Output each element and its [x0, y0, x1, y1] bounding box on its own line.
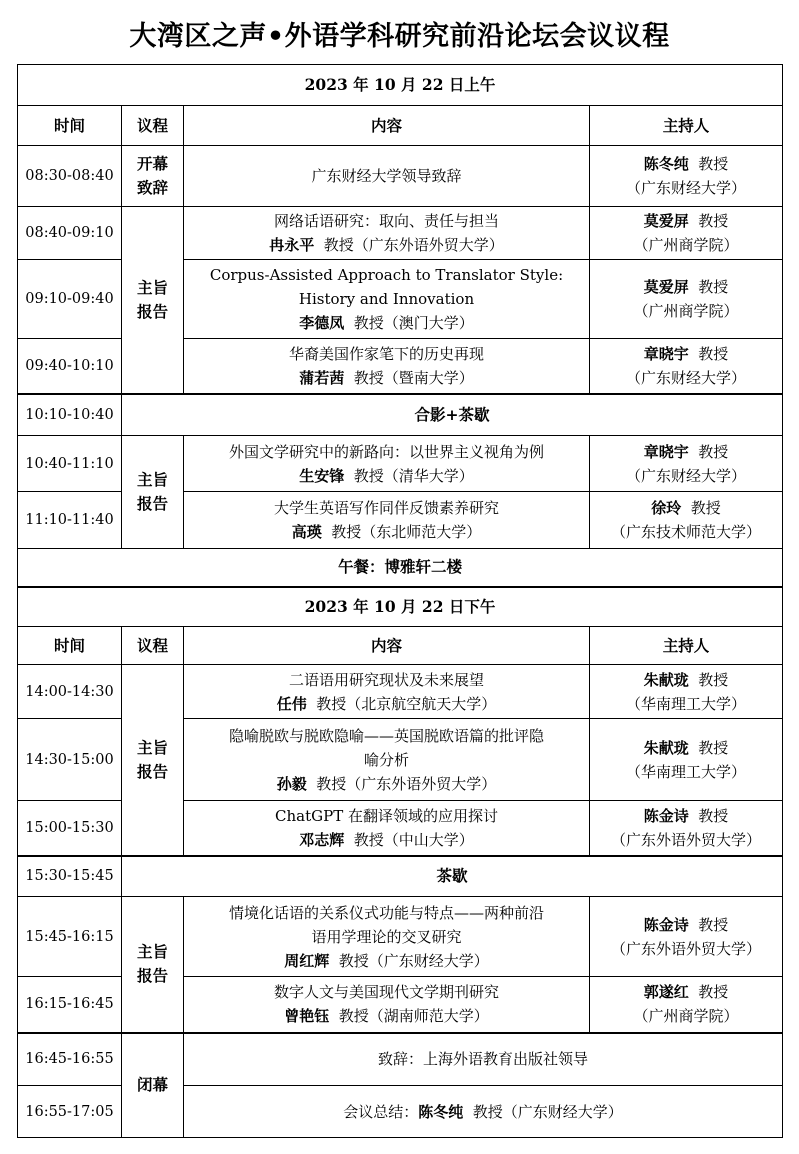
table-row [18, 549, 783, 587]
time-cell: 09:40-10:10 [18, 339, 122, 394]
column-header-time: 时间 [18, 106, 122, 146]
time-cell: 15:00-15:30 [18, 801, 122, 856]
content-cell: 数字人文与美国现代文学期刊研究 曾艳钰 教授（湖南师范大学） [184, 977, 590, 1033]
host-cell: 郭遂红 教授 （广州商学院） [590, 977, 783, 1033]
time-cell: 08:40-09:10 [18, 207, 122, 260]
time-cell: 10:10-10:40 [18, 394, 122, 436]
content-cell: ChatGPT 在翻译领域的应用探讨 邓志辉 教授（中山大学） [184, 801, 590, 856]
agenda-cell: 主旨 报告 [122, 207, 184, 394]
agenda-cell: 开幕 致辞 [122, 146, 184, 207]
column-header-time: 时间 [18, 627, 122, 665]
table-row [18, 436, 783, 492]
host-cell: 章晓宇 教授 （广东财经大学） [590, 339, 783, 394]
column-header-agenda: 议程 [122, 106, 184, 146]
table-row [18, 207, 783, 260]
table-row [18, 394, 783, 436]
column-header-host: 主持人 [590, 106, 783, 146]
table-row [18, 856, 783, 897]
content-cell: 大学生英语写作同伴反馈素养研究 高瑛 教授（东北师范大学） [184, 492, 590, 549]
host-cell: 朱献珑 教授 （华南理工大学） [590, 665, 783, 719]
host-cell: 章晓宇 教授 （广东财经大学） [590, 436, 783, 492]
table-row [18, 1033, 783, 1086]
time-cell: 11:10-11:40 [18, 492, 122, 549]
table-row [18, 897, 783, 977]
content-cell: 外国文学研究中的新路向：以世界主义视角为例 生安锋 教授（清华大学） [184, 436, 590, 492]
column-header-agenda: 议程 [122, 627, 184, 665]
time-cell: 14:00-14:30 [18, 665, 122, 719]
host-cell: 徐玲 教授 （广东技术师范大学） [590, 492, 783, 549]
time-cell: 16:45-16:55 [18, 1033, 122, 1086]
content-cell: 二语语用研究现状及未来展望 任伟 教授（北京航空航天大学） [184, 665, 590, 719]
column-header-content: 内容 [184, 106, 590, 146]
break-cell: 合影+茶歇 [122, 394, 783, 436]
agenda-cell: 主旨 报告 [122, 665, 184, 856]
host-cell: 陈冬纯 教授 （广东财经大学） [590, 146, 783, 207]
closing-summary-cell: 会议总结：陈冬纯 教授（广东财经大学） [184, 1086, 783, 1138]
agenda-cell: 闭幕 [122, 1033, 184, 1138]
table-row [18, 146, 783, 207]
agenda-cell: 主旨 报告 [122, 897, 184, 1033]
content-cell: 广东财经大学领导致辞 [184, 146, 590, 207]
time-cell: 08:30-08:40 [18, 146, 122, 207]
host-cell: 莫爱屏 教授 （广州商学院） [590, 260, 783, 339]
agenda-table [17, 64, 783, 1138]
host-cell: 莫爱屏 教授 （广州商学院） [590, 207, 783, 260]
host-cell: 陈金诗 教授 （广东外语外贸大学） [590, 801, 783, 856]
content-cell: Corpus-Assisted Approach to Translator Style: History and Innovation 李德凤 教授（澳门大学） [184, 260, 590, 339]
lunch-cell: 午餐：博雅轩二楼 [18, 549, 783, 587]
content-cell: 华裔美国作家笔下的历史再现 蒲若茜 教授（暨南大学） [184, 339, 590, 394]
host-cell: 朱献珑 教授 （华南理工大学） [590, 719, 783, 801]
section-header-morning: 2023 年 10 月 22 日上午 [18, 65, 783, 106]
agenda-cell: 主旨 报告 [122, 436, 184, 549]
column-header-host: 主持人 [590, 627, 783, 665]
time-cell: 16:55-17:05 [18, 1086, 122, 1138]
content-cell: 隐喻脱欧与脱欧隐喻——英国脱欧语篇的批评隐 喻分析 孙毅 教授（广东外语外贸大学） [184, 719, 590, 801]
time-cell: 15:30-15:45 [18, 856, 122, 897]
content-cell: 网络话语研究：取向、责任与担当 冉永平 教授（广东外语外贸大学） [184, 207, 590, 260]
page-title: 大湾区之声•外语学科研究前沿论坛会议议程 [129, 21, 670, 52]
closing-speech-cell: 致辞：上海外语教育出版社领导 [184, 1033, 783, 1086]
column-header-content: 内容 [184, 627, 590, 665]
time-cell: 10:40-11:10 [18, 436, 122, 492]
content-cell: 情境化话语的关系仪式功能与特点——两种前沿 语用学理论的交叉研究 周红辉 教授（广东财经大学） [184, 897, 590, 977]
table-row [18, 665, 783, 719]
time-cell: 09:10-09:40 [18, 260, 122, 339]
host-cell: 陈金诗 教授 （广东外语外贸大学） [590, 897, 783, 977]
break-cell: 茶歇 [122, 856, 783, 897]
section-header-afternoon: 2023 年 10 月 22 日下午 [18, 587, 783, 627]
time-cell: 15:45-16:15 [18, 897, 122, 977]
time-cell: 16:15-16:45 [18, 977, 122, 1033]
time-cell: 14:30-15:00 [18, 719, 122, 801]
